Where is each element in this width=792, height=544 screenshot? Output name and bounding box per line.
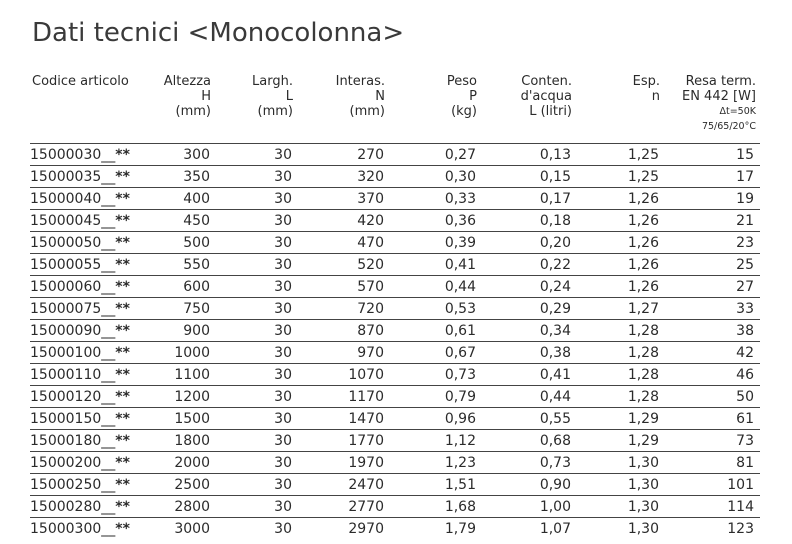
- cell-codice: [30, 408, 130, 430]
- cell-codice: [30, 386, 130, 408]
- header-esp-line1: Esp.: [632, 74, 660, 89]
- cell-peso: 0,61: [444, 323, 476, 339]
- header-interas: [336, 74, 385, 119]
- cell-peso: 0,96: [444, 411, 476, 427]
- cell-contenuto: 1,00: [539, 499, 571, 515]
- cell-esponente: 1,29: [627, 411, 659, 427]
- cell-altezza: 2500: [174, 477, 210, 493]
- table-row: [30, 385, 760, 407]
- cell-codice: [30, 342, 130, 364]
- cell-interasse: 320: [357, 169, 384, 185]
- code-number: 15000030__: [30, 147, 116, 163]
- table-row: [30, 429, 760, 451]
- cell-peso: 0,67: [444, 345, 476, 361]
- cell-larghezza: 30: [274, 257, 292, 273]
- header-codice-articolo: [32, 74, 129, 89]
- code-suffix: **: [115, 411, 130, 427]
- cell-larghezza: 30: [274, 301, 292, 317]
- cell-codice: [30, 254, 130, 276]
- cell-codice: [30, 364, 130, 386]
- header-largh-line3: (mm): [257, 104, 293, 119]
- cell-peso: 0,41: [444, 257, 476, 273]
- code-suffix: **: [115, 389, 130, 405]
- cell-contenuto: 0,90: [539, 477, 571, 493]
- cell-larghezza: 30: [274, 455, 292, 471]
- cell-contenuto: 0,20: [539, 235, 571, 251]
- header-resa-termica: [682, 74, 756, 134]
- header-resa-line3: Δt=50K: [719, 106, 756, 117]
- table-row: [30, 451, 760, 473]
- cell-peso: 0,79: [444, 389, 476, 405]
- cell-peso: 1,79: [444, 521, 476, 537]
- cell-codice: [30, 210, 130, 232]
- table-row: [30, 253, 760, 275]
- cell-esponente: 1,30: [627, 521, 659, 537]
- cell-esponente: 1,29: [627, 433, 659, 449]
- cell-resa: 46: [736, 367, 754, 383]
- cell-codice: [30, 166, 130, 188]
- cell-interasse: 1470: [348, 411, 384, 427]
- cell-larghezza: 30: [274, 235, 292, 251]
- cell-interasse: 420: [357, 213, 384, 229]
- table-row: [30, 187, 760, 209]
- header-resa-line4: 75/65/20°C: [701, 121, 756, 132]
- cell-interasse: 520: [357, 257, 384, 273]
- code-suffix: **: [115, 499, 130, 515]
- table-row: [30, 407, 760, 429]
- code-suffix: **: [115, 301, 130, 317]
- code-suffix: **: [115, 147, 130, 163]
- cell-altezza: 1100: [174, 367, 210, 383]
- cell-resa: 114: [727, 499, 754, 515]
- cell-resa: 25: [736, 257, 754, 273]
- code-suffix: **: [115, 323, 130, 339]
- data-table: [30, 143, 760, 539]
- cell-interasse: 270: [357, 147, 384, 163]
- cell-peso: 1,68: [444, 499, 476, 515]
- cell-esponente: 1,28: [627, 345, 659, 361]
- cell-codice: [30, 430, 130, 452]
- cell-interasse: 2970: [348, 521, 384, 537]
- cell-altezza: 500: [183, 235, 210, 251]
- cell-peso: 0,27: [444, 147, 476, 163]
- table-row: [30, 517, 760, 539]
- cell-peso: 1,23: [444, 455, 476, 471]
- cell-interasse: 2770: [348, 499, 384, 515]
- cell-peso: 0,36: [444, 213, 476, 229]
- code-number: 15000055__: [30, 257, 116, 273]
- cell-contenuto: 0,73: [539, 455, 571, 471]
- cell-codice: [30, 452, 130, 474]
- cell-altezza: 550: [183, 257, 210, 273]
- cell-interasse: 2470: [348, 477, 384, 493]
- code-suffix: **: [115, 521, 130, 537]
- code-number: 15000300__: [30, 521, 116, 537]
- cell-contenuto: 0,17: [539, 191, 571, 207]
- header-peso-line3: (kg): [451, 104, 477, 119]
- header-interas-line3: (mm): [349, 104, 385, 119]
- header-altezza-line2: H: [201, 89, 211, 104]
- cell-resa: 27: [736, 279, 754, 295]
- cell-esponente: 1,26: [627, 235, 659, 251]
- cell-esponente: 1,26: [627, 279, 659, 295]
- cell-codice: [30, 298, 130, 320]
- cell-esponente: 1,28: [627, 323, 659, 339]
- code-number: 15000110__: [30, 367, 116, 383]
- cell-larghezza: 30: [274, 411, 292, 427]
- cell-larghezza: 30: [274, 389, 292, 405]
- cell-altezza: 1200: [174, 389, 210, 405]
- cell-resa: 19: [736, 191, 754, 207]
- header-altezza-line1: Altezza: [163, 74, 211, 89]
- cell-interasse: 370: [357, 191, 384, 207]
- cell-contenuto: 0,18: [539, 213, 571, 229]
- cell-larghezza: 30: [274, 191, 292, 207]
- cell-larghezza: 30: [274, 147, 292, 163]
- code-number: 15000060__: [30, 279, 116, 295]
- cell-peso: 0,33: [444, 191, 476, 207]
- table-row: [30, 275, 760, 297]
- code-suffix: **: [115, 345, 130, 361]
- header-interas-line2: N: [375, 89, 385, 104]
- code-number: 15000280__: [30, 499, 116, 515]
- cell-altezza: 450: [183, 213, 210, 229]
- code-number: 15000050__: [30, 235, 116, 251]
- table-header: [0, 74, 792, 144]
- cell-esponente: 1,26: [627, 213, 659, 229]
- cell-resa: 42: [736, 345, 754, 361]
- header-esponente: [633, 74, 660, 104]
- cell-resa: 101: [727, 477, 754, 493]
- cell-contenuto: 0,22: [539, 257, 571, 273]
- cell-codice: [30, 276, 130, 298]
- cell-interasse: 1770: [348, 433, 384, 449]
- cell-interasse: 1970: [348, 455, 384, 471]
- code-number: 15000045__: [30, 213, 116, 229]
- cell-altezza: 2000: [174, 455, 210, 471]
- code-number: 15000150__: [30, 411, 116, 427]
- code-suffix: **: [115, 367, 130, 383]
- cell-resa: 17: [736, 169, 754, 185]
- cell-peso: 1,51: [444, 477, 476, 493]
- cell-codice: [30, 518, 130, 540]
- page-title: Dati tecnici <Monocolonna>: [32, 18, 405, 48]
- cell-contenuto: 1,07: [539, 521, 571, 537]
- header-codice-line: Codice articolo: [32, 74, 129, 89]
- cell-resa: 123: [727, 521, 754, 537]
- cell-esponente: 1,28: [627, 389, 659, 405]
- table-row: [30, 143, 760, 165]
- header-largh-line2: L: [285, 89, 293, 104]
- cell-esponente: 1,25: [627, 147, 659, 163]
- header-contenuto-acqua: [521, 74, 572, 119]
- cell-contenuto: 0,34: [539, 323, 571, 339]
- table-row: [30, 341, 760, 363]
- cell-contenuto: 0,44: [539, 389, 571, 405]
- code-suffix: **: [115, 169, 130, 185]
- cell-altezza: 350: [183, 169, 210, 185]
- cell-altezza: 1800: [174, 433, 210, 449]
- table-row: [30, 319, 760, 341]
- cell-contenuto: 0,24: [539, 279, 571, 295]
- cell-resa: 73: [736, 433, 754, 449]
- cell-peso: 0,39: [444, 235, 476, 251]
- header-resa-line1: Resa term.: [685, 74, 756, 89]
- code-suffix: **: [115, 213, 130, 229]
- cell-peso: 0,30: [444, 169, 476, 185]
- cell-resa: 15: [736, 147, 754, 163]
- code-suffix: **: [115, 235, 130, 251]
- cell-codice: [30, 496, 130, 518]
- code-number: 15000040__: [30, 191, 116, 207]
- table-row: [30, 209, 760, 231]
- header-conten-line2: d'acqua: [520, 89, 572, 104]
- cell-interasse: 570: [357, 279, 384, 295]
- code-number: 15000090__: [30, 323, 116, 339]
- cell-interasse: 870: [357, 323, 384, 339]
- cell-larghezza: 30: [274, 499, 292, 515]
- cell-contenuto: 0,41: [539, 367, 571, 383]
- cell-larghezza: 30: [274, 169, 292, 185]
- cell-esponente: 1,30: [627, 455, 659, 471]
- cell-codice: [30, 474, 130, 496]
- code-number: 15000120__: [30, 389, 116, 405]
- cell-codice: [30, 320, 130, 342]
- cell-larghezza: 30: [274, 367, 292, 383]
- table-row: [30, 495, 760, 517]
- cell-altezza: 1500: [174, 411, 210, 427]
- cell-contenuto: 0,55: [539, 411, 571, 427]
- cell-interasse: 720: [357, 301, 384, 317]
- code-number: 15000200__: [30, 455, 116, 471]
- cell-larghezza: 30: [274, 477, 292, 493]
- cell-larghezza: 30: [274, 433, 292, 449]
- cell-altezza: 3000: [174, 521, 210, 537]
- header-interas-line1: Interas.: [335, 74, 385, 89]
- cell-interasse: 970: [357, 345, 384, 361]
- cell-altezza: 2800: [174, 499, 210, 515]
- cell-larghezza: 30: [274, 279, 292, 295]
- cell-altezza: 300: [183, 147, 210, 163]
- cell-larghezza: 30: [274, 213, 292, 229]
- cell-esponente: 1,26: [627, 257, 659, 273]
- code-number: 15000075__: [30, 301, 116, 317]
- cell-peso: 0,44: [444, 279, 476, 295]
- cell-peso: 1,12: [444, 433, 476, 449]
- cell-interasse: 1170: [348, 389, 384, 405]
- cell-larghezza: 30: [274, 521, 292, 537]
- cell-contenuto: 0,29: [539, 301, 571, 317]
- cell-interasse: 1070: [348, 367, 384, 383]
- header-altezza-line3: (mm): [175, 104, 211, 119]
- code-number: 15000100__: [30, 345, 116, 361]
- table-row: [30, 297, 760, 319]
- table-row: [30, 231, 760, 253]
- header-esp-line2: n: [651, 89, 660, 104]
- cell-contenuto: 0,15: [539, 169, 571, 185]
- header-peso: [447, 74, 477, 119]
- header-largh: [252, 74, 293, 119]
- code-number: 15000250__: [30, 477, 116, 493]
- header-altezza: [164, 74, 211, 119]
- header-peso-line2: P: [469, 89, 477, 104]
- table-row: [30, 363, 760, 385]
- code-suffix: **: [115, 433, 130, 449]
- table-row: [30, 473, 760, 495]
- code-number: 15000035__: [30, 169, 116, 185]
- cell-larghezza: 30: [274, 345, 292, 361]
- cell-altezza: 750: [183, 301, 210, 317]
- header-conten-line1: Conten.: [521, 74, 572, 89]
- code-suffix: **: [115, 477, 130, 493]
- cell-esponente: 1,25: [627, 169, 659, 185]
- cell-resa: 33: [736, 301, 754, 317]
- cell-altezza: 600: [183, 279, 210, 295]
- header-resa-line2: EN 442 [W]: [681, 89, 756, 104]
- cell-altezza: 1000: [174, 345, 210, 361]
- cell-contenuto: 0,13: [539, 147, 571, 163]
- cell-contenuto: 0,68: [539, 433, 571, 449]
- code-number: 15000180__: [30, 433, 116, 449]
- cell-resa: 61: [736, 411, 754, 427]
- code-suffix: **: [115, 455, 130, 471]
- cell-resa: 38: [736, 323, 754, 339]
- cell-peso: 0,73: [444, 367, 476, 383]
- code-suffix: **: [115, 191, 130, 207]
- cell-contenuto: 0,38: [539, 345, 571, 361]
- cell-peso: 0,53: [444, 301, 476, 317]
- code-suffix: **: [115, 257, 130, 273]
- cell-resa: 81: [736, 455, 754, 471]
- cell-resa: 23: [736, 235, 754, 251]
- cell-interasse: 470: [357, 235, 384, 251]
- header-largh-line1: Largh.: [252, 74, 293, 89]
- cell-esponente: 1,28: [627, 367, 659, 383]
- cell-codice: [30, 232, 130, 254]
- cell-esponente: 1,30: [627, 499, 659, 515]
- header-peso-line1: Peso: [446, 74, 477, 89]
- cell-codice: [30, 144, 130, 166]
- code-suffix: **: [115, 279, 130, 295]
- cell-altezza: 900: [183, 323, 210, 339]
- cell-esponente: 1,30: [627, 477, 659, 493]
- cell-esponente: 1,27: [627, 301, 659, 317]
- cell-larghezza: 30: [274, 323, 292, 339]
- cell-esponente: 1,26: [627, 191, 659, 207]
- cell-resa: 50: [736, 389, 754, 405]
- table-row: [30, 165, 760, 187]
- header-conten-line3: L (litri): [529, 104, 572, 119]
- cell-resa: 21: [736, 213, 754, 229]
- cell-codice: [30, 188, 130, 210]
- cell-altezza: 400: [183, 191, 210, 207]
